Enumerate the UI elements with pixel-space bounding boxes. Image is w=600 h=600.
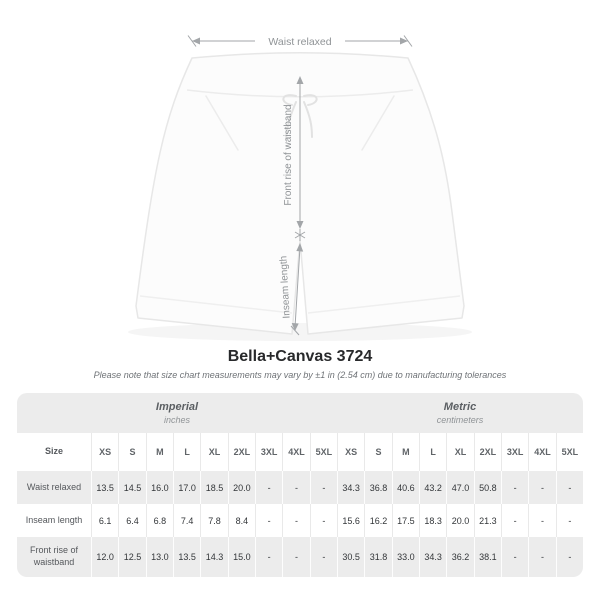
size-header-xl-imperial: XL xyxy=(200,433,227,471)
size-header-m-imperial: M xyxy=(146,433,173,471)
size-header-4xl-imperial: 4XL xyxy=(282,433,309,471)
value-cell: 20.0 xyxy=(228,471,255,504)
value-cell: 13.5 xyxy=(173,537,200,577)
value-cell: - xyxy=(556,471,583,504)
value-cell: 15.6 xyxy=(337,504,364,537)
row-label: Inseam length xyxy=(17,504,91,537)
unit-group-imperial-sublabel: inches xyxy=(163,415,190,425)
tolerance-note: Please note that size chart measurements may vary by ±1 in (2.54 cm) due to manufacturing tolerances xyxy=(93,370,507,380)
value-cell: - xyxy=(282,504,309,537)
value-cell: 21.3 xyxy=(474,504,501,537)
value-cell: 6.8 xyxy=(146,504,173,537)
size-header-4xl-metric: 4XL xyxy=(528,433,555,471)
value-cell: 6.1 xyxy=(91,504,118,537)
size-header-xl-metric: XL xyxy=(446,433,473,471)
size-header-5xl-metric: 5XL xyxy=(556,433,583,471)
value-cell: - xyxy=(556,504,583,537)
front-rise-label: Front rise of waistband xyxy=(283,104,294,206)
value-cell: - xyxy=(528,537,555,577)
value-cell: 36.8 xyxy=(364,471,391,504)
size-header-m-metric: M xyxy=(392,433,419,471)
value-cell: 6.4 xyxy=(118,504,145,537)
value-cell: - xyxy=(282,537,309,577)
value-cell: 50.8 xyxy=(474,471,501,504)
unit-group-imperial-label: Imperial xyxy=(155,401,199,413)
value-cell: - xyxy=(255,504,282,537)
inseam-label: Inseam length xyxy=(278,255,293,319)
value-cell: 18.5 xyxy=(200,471,227,504)
size-header-2xl-imperial: 2XL xyxy=(228,433,255,471)
value-cell: 30.5 xyxy=(337,537,364,577)
value-cell: 40.6 xyxy=(392,471,419,504)
value-cell: 7.8 xyxy=(200,504,227,537)
value-cell: 7.4 xyxy=(173,504,200,537)
value-cell: 43.2 xyxy=(419,471,446,504)
value-cell: - xyxy=(501,537,528,577)
value-cell: - xyxy=(528,471,555,504)
size-chart-table xyxy=(17,393,583,577)
value-cell: - xyxy=(528,504,555,537)
value-cell: 16.2 xyxy=(364,504,391,537)
value-cell: 8.4 xyxy=(228,504,255,537)
row-label: Waist relaxed xyxy=(17,471,91,504)
shadow xyxy=(128,323,472,341)
size-col-header: Size xyxy=(17,433,91,471)
size-header-2xl-metric: 2XL xyxy=(474,433,501,471)
waist-arrow-label: Waist relaxed xyxy=(268,36,332,48)
size-header-3xl-metric: 3XL xyxy=(501,433,528,471)
value-cell: 47.0 xyxy=(446,471,473,504)
size-header-3xl-imperial: 3XL xyxy=(255,433,282,471)
value-cell: 17.5 xyxy=(392,504,419,537)
unit-group-metric-sublabel: centimeters xyxy=(436,415,484,425)
unit-group-metric-label: Metric xyxy=(443,401,477,413)
value-cell: 38.1 xyxy=(474,537,501,577)
row-label: Front rise of waistband xyxy=(17,537,91,577)
value-cell: 18.3 xyxy=(419,504,446,537)
value-cell: 17.0 xyxy=(173,471,200,504)
value-cell: 33.0 xyxy=(392,537,419,577)
size-header-5xl-imperial: 5XL xyxy=(310,433,337,471)
value-cell: 12.5 xyxy=(118,537,145,577)
size-header-xs-imperial: XS xyxy=(91,433,118,471)
value-cell: 12.0 xyxy=(91,537,118,577)
value-cell: 34.3 xyxy=(337,471,364,504)
value-cell: 14.3 xyxy=(200,537,227,577)
value-cell: 20.0 xyxy=(446,504,473,537)
value-cell: - xyxy=(282,471,309,504)
value-cell: 13.5 xyxy=(91,471,118,504)
value-cell: - xyxy=(255,471,282,504)
value-cell: - xyxy=(255,537,282,577)
value-cell: 34.3 xyxy=(419,537,446,577)
value-cell: - xyxy=(501,471,528,504)
value-cell: - xyxy=(501,504,528,537)
value-cell: 36.2 xyxy=(446,537,473,577)
value-cell: - xyxy=(310,471,337,504)
value-cell: 13.0 xyxy=(146,537,173,577)
size-header-l-metric: L xyxy=(419,433,446,471)
unit-group-metric xyxy=(337,393,583,433)
value-cell: - xyxy=(556,537,583,577)
value-cell: - xyxy=(310,504,337,537)
page-title: Bella+Canvas 3724 xyxy=(227,348,373,365)
size-header-l-imperial: L xyxy=(173,433,200,471)
value-cell: 16.0 xyxy=(146,471,173,504)
value-cell: 31.8 xyxy=(364,537,391,577)
value-cell: - xyxy=(310,537,337,577)
value-cell: 14.5 xyxy=(118,471,145,504)
size-header-s-metric: S xyxy=(364,433,391,471)
size-header-xs-metric: XS xyxy=(337,433,364,471)
size-header-s-imperial: S xyxy=(118,433,145,471)
unit-group-imperial xyxy=(17,393,337,433)
value-cell: 15.0 xyxy=(228,537,255,577)
